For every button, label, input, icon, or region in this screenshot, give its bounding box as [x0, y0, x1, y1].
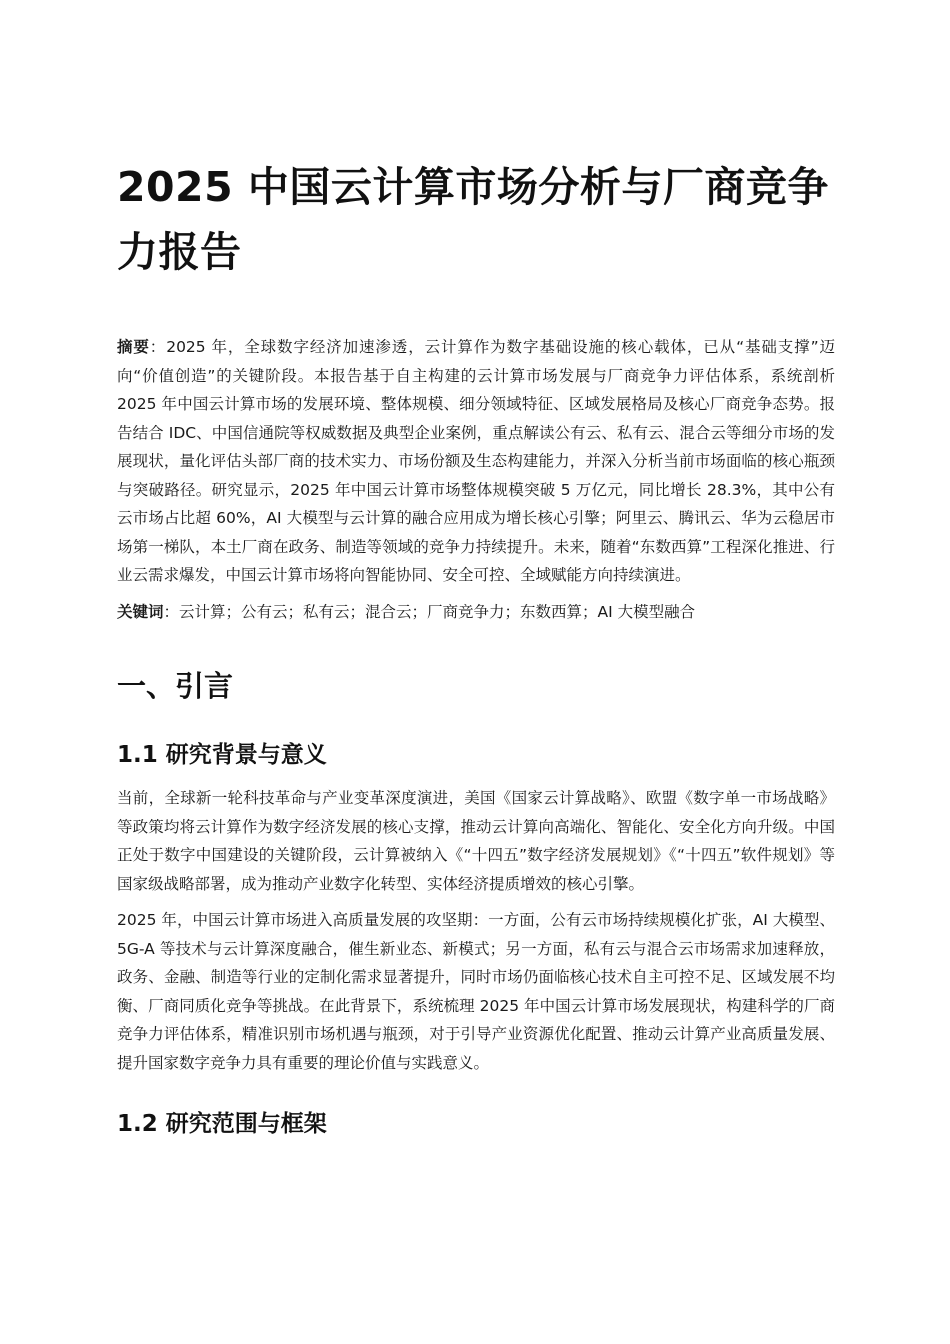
keywords-paragraph	[117, 598, 835, 627]
keywords-label: 关键词	[117, 602, 164, 621]
section-heading-background: 1.1 研究背景与意义	[117, 742, 327, 768]
abstract-separator: ：	[149, 338, 167, 356]
document-page	[117, 0, 835, 1141]
section-heading-scope: 1.2 研究范围与框架	[117, 1111, 327, 1137]
section-heading-introduction: 一、引言	[117, 669, 234, 703]
background-paragraph-1: 当前，全球新一轮科技革命与产业变革深度演进，美国《国家云计算战略》、欧盟《数字单一市场战略》等政策均将云计算作为数字经济发展的核心支撑，推动云计算向高端化、智能化、安全化方向升级。中国正处于数字中国建设的关键阶段，云计算被纳入《“十四五”数字经济发展规划》《“十四五”软件规划》等国家级战略部署，成为推动产业数字化转型、实体经济提质增效的核心引擎。	[117, 789, 835, 893]
abstract-text: 2025 年，全球数字经济加速渗透，云计算作为数字基础设施的核心载体，已从“基础支撑”迈向“价值创造”的关键阶段。本报告基于自主构建的云计算市场发展与厂商竞争力评估体系，系统剖析 2025 年中国云计算市场的发展环境、整体规模、细分领域特征、区域发展格局及核心厂商竞争态势。报告结合 IDC、中国信通院等权威数据及典型企业案例，重点解读公有云、私有云、混合云等细分市场的发展现状，量化评估头部厂商的技术实力、市场份额及生态构建能力，并深入分析当前市场面临的核心瓶颈与突破路径。研究显示，2025 年中国云计算市场整体规模突破 5 万亿元，同比增长 28.3%，其中公有云市场占比超 60%，AI 大模型与云计算的融合应用成为增长核心引擎；阿里云、腾讯云、华为云稳居市场第一梯队，本土厂商在政务、制造等领域的竞争力持续提升。未来，随着“东数西算”工程深化推进、行业云需求爆发，中国云计算市场将向智能协同、安全可控、全域赋能方向持续演进。	[117, 338, 835, 584]
background-paragraph-2: 2025 年，中国云计算市场进入高质量发展的攻坚期：一方面，公有云市场持续规模化扩张，AI 大模型、5G-A 等技术与云计算深度融合，催生新业态、新模式；另一方面，私有云与混合云市场需求加速释放，政务、金融、制造等行业的定制化需求显著提升，同时市场仍面临核心技术自主可控不足、区域发展不均衡、厂商同质化竞争等挑战。在此背景下，系统梳理 2025 年中国云计算市场发展现状，构建科学的厂商竞争力评估体系，精准识别市场机遇与瓶颈，对于引导产业资源优化配置、推动云计算产业高质量发展、提升国家数字竞争力具有重要的理论价值与实践意义。	[117, 911, 835, 1072]
keywords-separator: ：	[163, 602, 180, 621]
document-title: 2025 中国云计算市场分析与厂商竞争力报告	[117, 163, 829, 276]
abstract-paragraph	[117, 333, 835, 590]
abstract-label: 摘要	[117, 338, 150, 356]
keywords-text: 云计算；公有云；私有云；混合云；厂商竞争力；东数西算；AI 大模型融合	[179, 602, 696, 621]
